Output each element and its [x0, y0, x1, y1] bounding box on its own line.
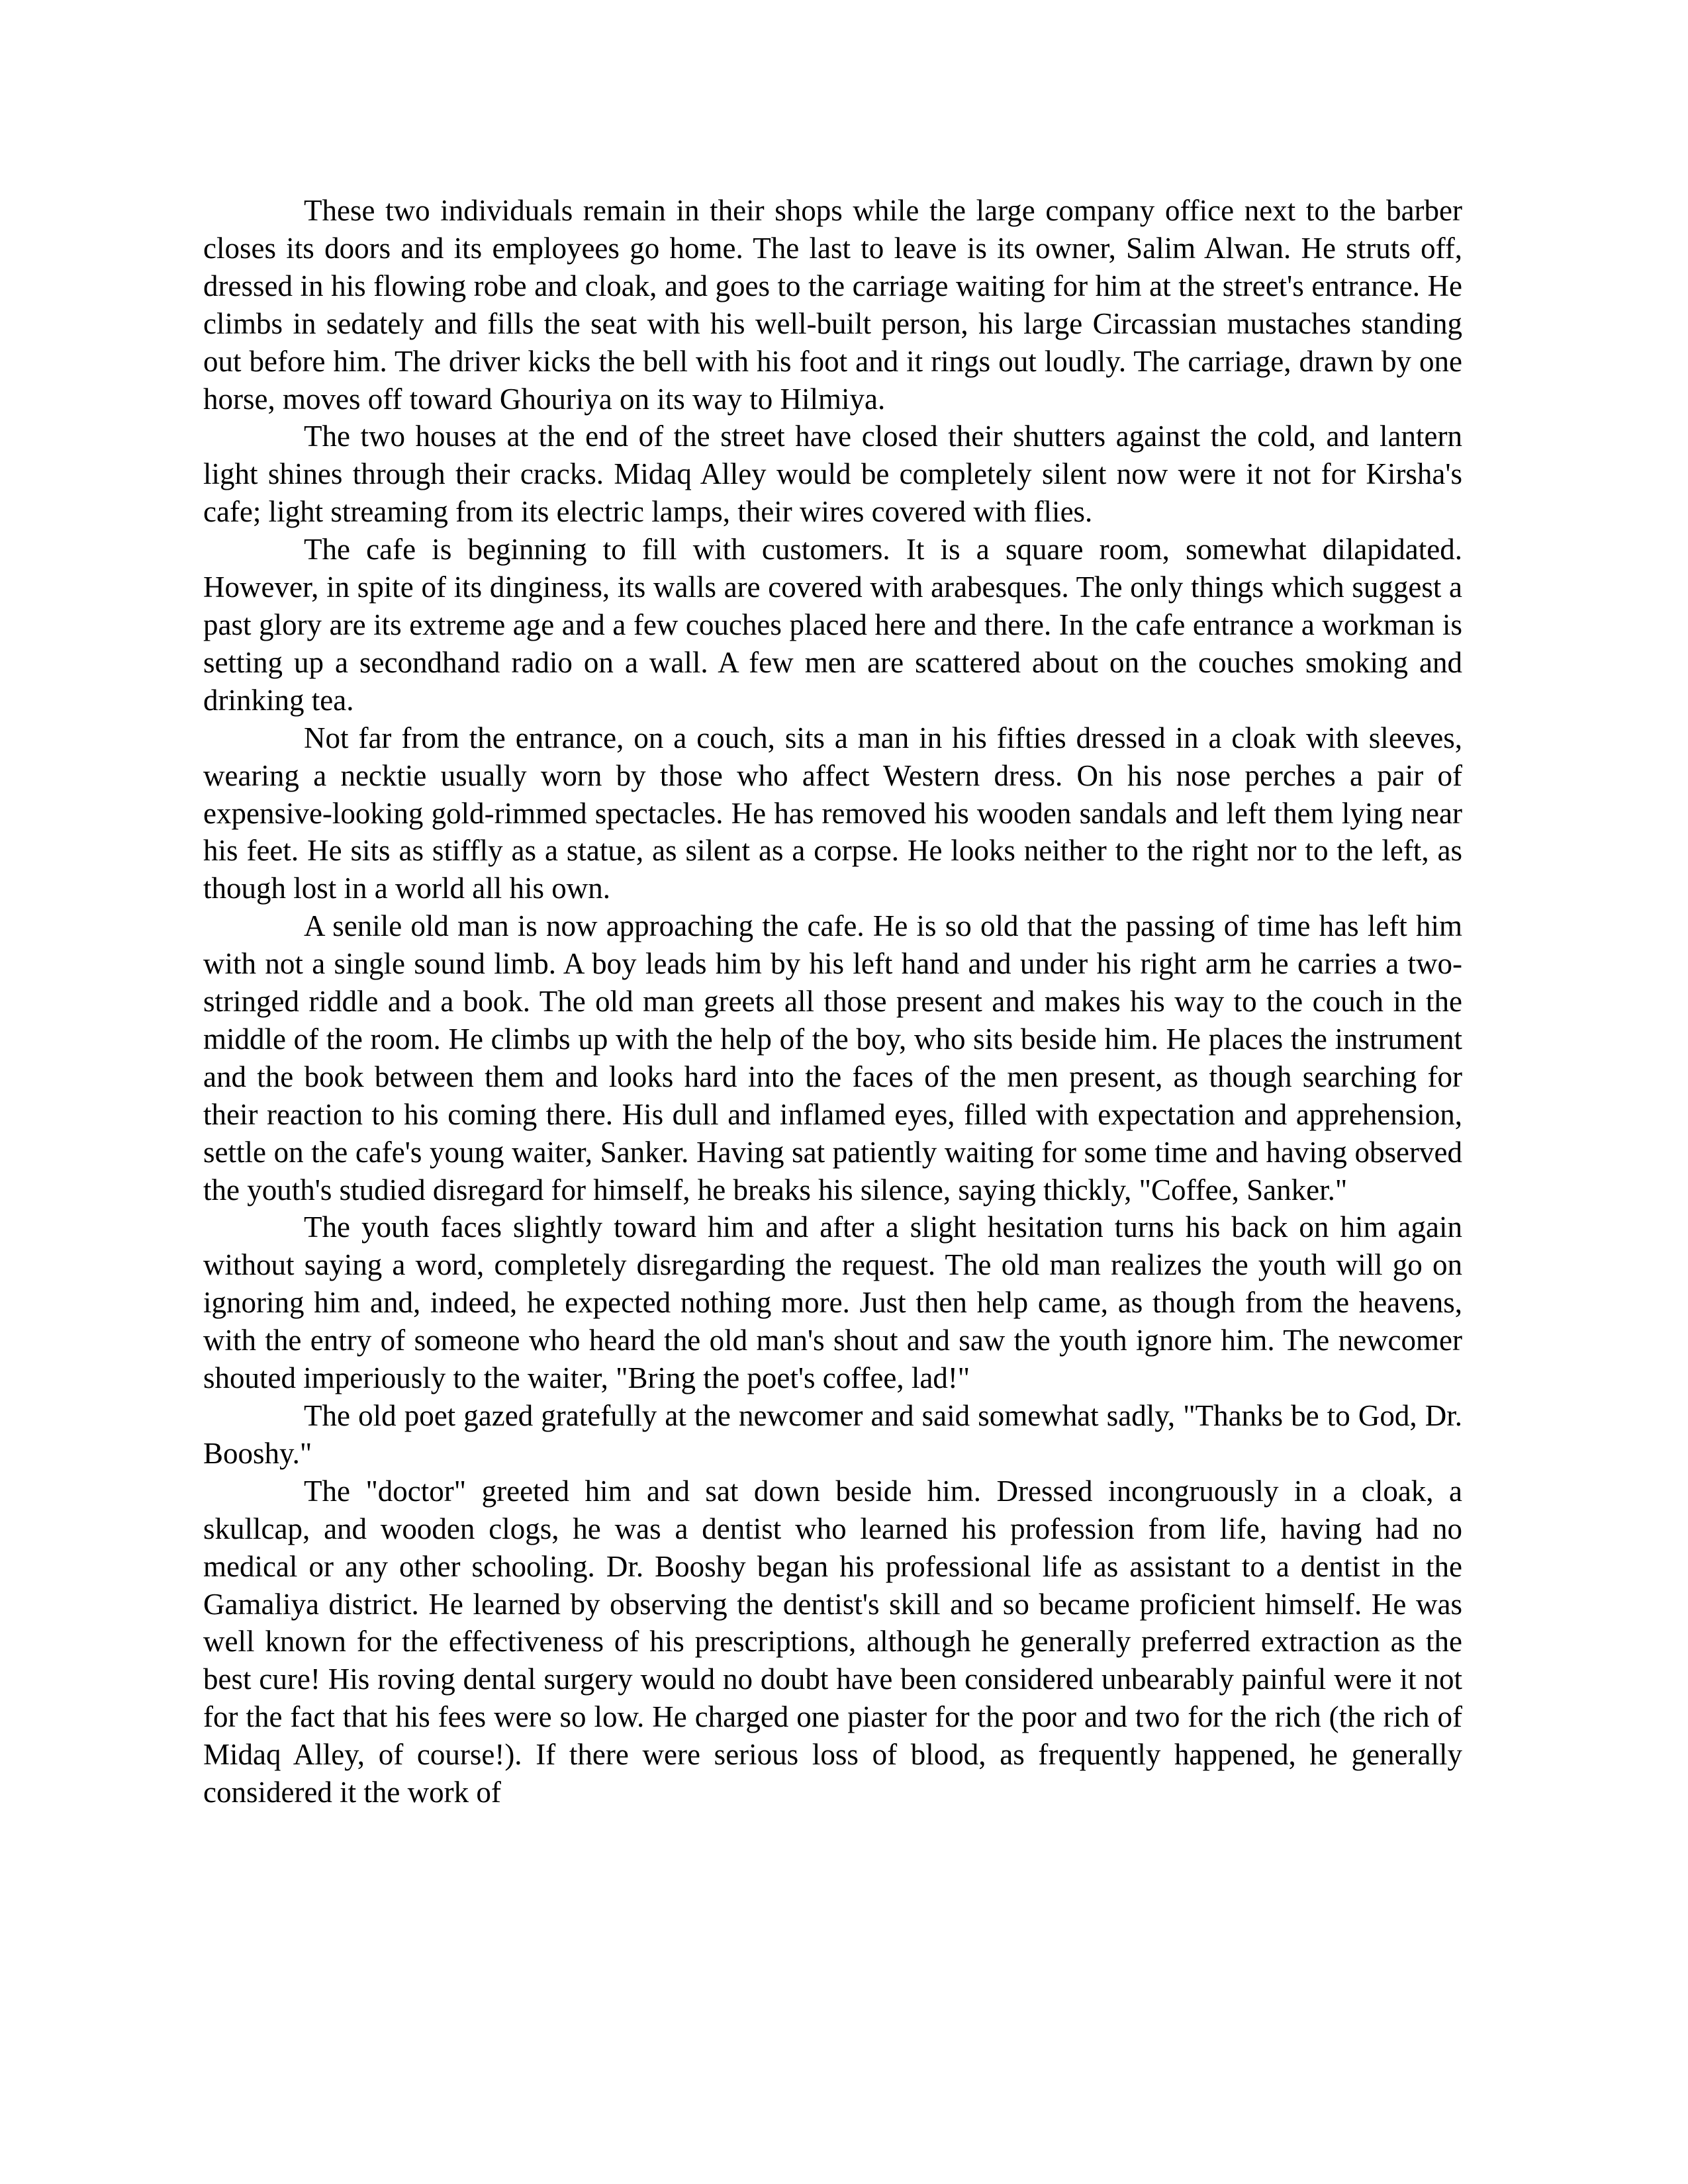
paragraph-6: The youth faces slightly toward him and after a slight hesitation turns his back on him again without saying a word, completely disregarding the request. The old man realizes the youth will go on ignoring him and, indeed, he expected nothing more. Just then help came, as though from the heavens, with the entry of someone who heard the old man's shout and saw the youth ignore him. The newcomer shouted imperiously to the waiter, "Bring the poet's coffee, lad!"	[203, 1210, 1462, 1395]
paragraph-1: These two individuals remain in their shops while the large company office next to the barber closes its doors and its employees go home. The last to leave is its owner, Salim Alwan. He struts off, dressed in his flowing robe and cloak, and goes to the carriage waiting for him at the street's entrance. He climbs in sedately and fills the seat with his well-built person, his large Circassian mustaches standing out before him. The driver kicks the bell with his foot and it rings out loudly. The carriage, drawn by one horse, moves off toward Ghouriya on its way to Hilmiya.	[203, 194, 1462, 416]
paragraph-7: The old poet gazed gratefully at the newcomer and said somewhat sadly, "Thanks be to God, Dr. Booshy."	[203, 1399, 1462, 1470]
paragraph-8: The "doctor" greeted him and sat down beside him. Dressed incongruously in a cloak, a skullcap, and wooden clogs, he was a dentist who learned his profession from life, having had no medical or any other schooling. Dr. Booshy began his professional life as assistant to a dentist in the Gamaliya district. He learned by observing the dentist's skill and so became proficient himself. He was well known for the effectiveness of his prescriptions, although he generally preferred extraction as the best cure! His roving dental surgery would no doubt have been considered unbearably painful were it not for the fact that his fees were so low. He charged one piaster for the poor and two for the rich (the rich of Midaq Alley, of course!). If there were serious loss of blood, as frequently happened, he generally considered it the work of	[203, 1474, 1462, 1809]
paragraph-3: The cafe is beginning to fill with customers. It is a square room, somewhat dilapidated. However, in spite of its dinginess, its walls are covered with arabesques. The only things which suggest a past glory are its extreme age and a few couches placed here and there. In the cafe entrance a workman is setting up a secondhand radio on a wall. A few men are scattered about on the couches smoking and drinking tea.	[203, 533, 1462, 717]
paragraph-5: A senile old man is now approaching the cafe. He is so old that the passing of time has left him with not a single sound limb. A boy leads him by his left hand and under his right arm he carries a two-stringed riddle and a book. The old man greets all those present and makes his way to the couch in the middle of the room. He climbs up with the help of the boy, who sits beside him. He places the instrument and the book between them and looks hard into the faces of the men present, as though searching for their reaction to his coming there. His dull and inflamed eyes, filled with expectation and apprehension, settle on the cafe's young waiter, Sanker. Having sat patiently waiting for some time and having observed the youth's studied disregard for himself, he breaks his silence, saying thickly, "Coffee, Sanker."	[203, 909, 1462, 1206]
document-page	[203, 192, 1462, 1811]
paragraph-4: Not far from the entrance, on a couch, sits a man in his fifties dressed in a cloak with sleeves, wearing a necktie usually worn by those who affect Western dress. On his nose perches a pair of expensive-looking gold-rimmed spectacles. He has removed his wooden sandals and left them lying near his feet. He sits as stiffly as a statue, as silent as a corpse. He looks neither to the right nor to the left, as though lost in a world all his own.	[203, 721, 1462, 905]
paragraph-2: The two houses at the end of the street have closed their shutters against the cold, and lantern light shines through their cracks. Midaq Alley would be completely silent now were it not for Kirsha's cafe; light streaming from its electric lamps, their wires covered with flies.	[203, 420, 1462, 529]
